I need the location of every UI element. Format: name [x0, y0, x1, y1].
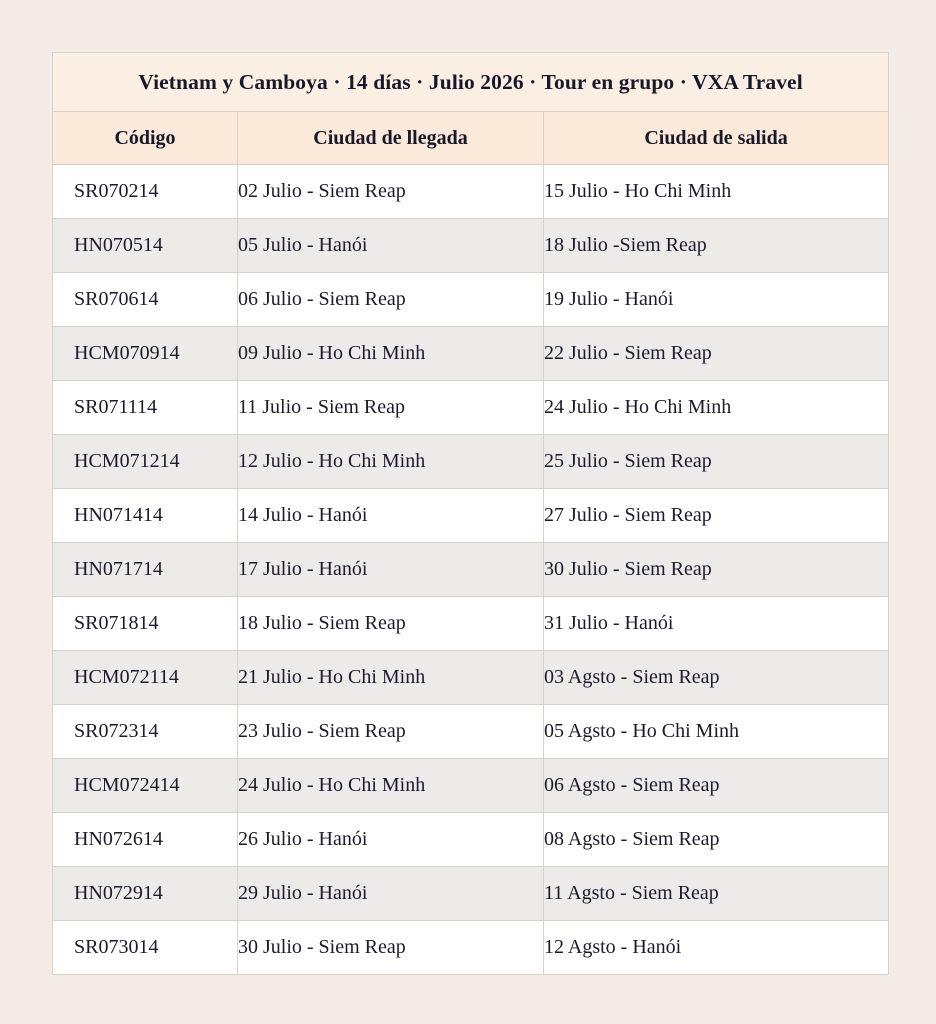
cell-ciudad-de-llegada: 05 Julio - Hanói [238, 219, 544, 273]
cell-ciudad-de-llegada: 24 Julio - Ho Chi Minh [238, 759, 544, 813]
cell-codigo: HCM072414 [53, 759, 238, 813]
cell-codigo: HN072614 [53, 813, 238, 867]
table-row [53, 759, 889, 813]
title-row [53, 53, 889, 112]
cell-ciudad-de-salida: 24 Julio - Ho Chi Minh [544, 381, 889, 435]
cell-ciudad-de-llegada: 06 Julio - Siem Reap [238, 273, 544, 327]
cell-ciudad-de-salida: 30 Julio - Siem Reap [544, 543, 889, 597]
column-header-row [53, 112, 889, 165]
cell-codigo: SR071114 [53, 381, 238, 435]
table-row [53, 867, 889, 921]
cell-ciudad-de-llegada: 30 Julio - Siem Reap [238, 921, 544, 975]
table-row [53, 327, 889, 381]
tour-schedule-table [52, 52, 889, 975]
cell-ciudad-de-llegada: 14 Julio - Hanói [238, 489, 544, 543]
cell-codigo: SR071814 [53, 597, 238, 651]
table-row [53, 381, 889, 435]
table-body [53, 165, 889, 975]
cell-ciudad-de-llegada: 11 Julio - Siem Reap [238, 381, 544, 435]
cell-ciudad-de-llegada: 02 Julio - Siem Reap [238, 165, 544, 219]
cell-codigo: HN072914 [53, 867, 238, 921]
table-row [53, 219, 889, 273]
cell-ciudad-de-llegada: 21 Julio - Ho Chi Minh [238, 651, 544, 705]
cell-codigo: HN071414 [53, 489, 238, 543]
cell-codigo: SR073014 [53, 921, 238, 975]
cell-ciudad-de-llegada: 17 Julio - Hanói [238, 543, 544, 597]
cell-codigo: HCM070914 [53, 327, 238, 381]
table-row [53, 705, 889, 759]
cell-ciudad-de-llegada: 18 Julio - Siem Reap [238, 597, 544, 651]
cell-ciudad-de-salida: 22 Julio - Siem Reap [544, 327, 889, 381]
cell-ciudad-de-salida: 19 Julio - Hanói [544, 273, 889, 327]
cell-codigo: HCM072114 [53, 651, 238, 705]
cell-codigo: HN071714 [53, 543, 238, 597]
cell-ciudad-de-salida: 11 Agsto - Siem Reap [544, 867, 889, 921]
cell-codigo: SR070214 [53, 165, 238, 219]
cell-ciudad-de-llegada: 29 Julio - Hanói [238, 867, 544, 921]
cell-ciudad-de-salida: 06 Agsto - Siem Reap [544, 759, 889, 813]
cell-ciudad-de-llegada: 26 Julio - Hanói [238, 813, 544, 867]
column-header-ciudad-de-llegada: Ciudad de llegada [238, 112, 544, 165]
cell-ciudad-de-llegada: 23 Julio - Siem Reap [238, 705, 544, 759]
cell-ciudad-de-salida: 03 Agsto - Siem Reap [544, 651, 889, 705]
cell-ciudad-de-salida: 08 Agsto - Siem Reap [544, 813, 889, 867]
table-row [53, 435, 889, 489]
cell-ciudad-de-salida: 15 Julio - Ho Chi Minh [544, 165, 889, 219]
cell-ciudad-de-salida: 31 Julio - Hanói [544, 597, 889, 651]
column-header-ciudad-de-salida: Ciudad de salida [544, 112, 889, 165]
cell-ciudad-de-salida: 27 Julio - Siem Reap [544, 489, 889, 543]
page-title: Vietnam y Camboya · 14 días · Julio 2026 · Tour en grupo · VXA Travel [53, 53, 889, 112]
cell-codigo: SR070614 [53, 273, 238, 327]
table-row [53, 921, 889, 975]
table-header [53, 53, 889, 165]
table-row [53, 597, 889, 651]
cell-ciudad-de-salida: 25 Julio - Siem Reap [544, 435, 889, 489]
table-row [53, 273, 889, 327]
table-row [53, 651, 889, 705]
cell-codigo: HN070514 [53, 219, 238, 273]
table-row [53, 543, 889, 597]
table-row [53, 489, 889, 543]
cell-codigo: SR072314 [53, 705, 238, 759]
cell-ciudad-de-salida: 05 Agsto - Ho Chi Minh [544, 705, 889, 759]
table-row [53, 813, 889, 867]
cell-ciudad-de-llegada: 12 Julio - Ho Chi Minh [238, 435, 544, 489]
column-header-codigo: Código [53, 112, 238, 165]
table-row [53, 165, 889, 219]
cell-ciudad-de-salida: 12 Agsto - Hanói [544, 921, 889, 975]
cell-codigo: HCM071214 [53, 435, 238, 489]
cell-ciudad-de-salida: 18 Julio -Siem Reap [544, 219, 889, 273]
cell-ciudad-de-llegada: 09 Julio - Ho Chi Minh [238, 327, 544, 381]
